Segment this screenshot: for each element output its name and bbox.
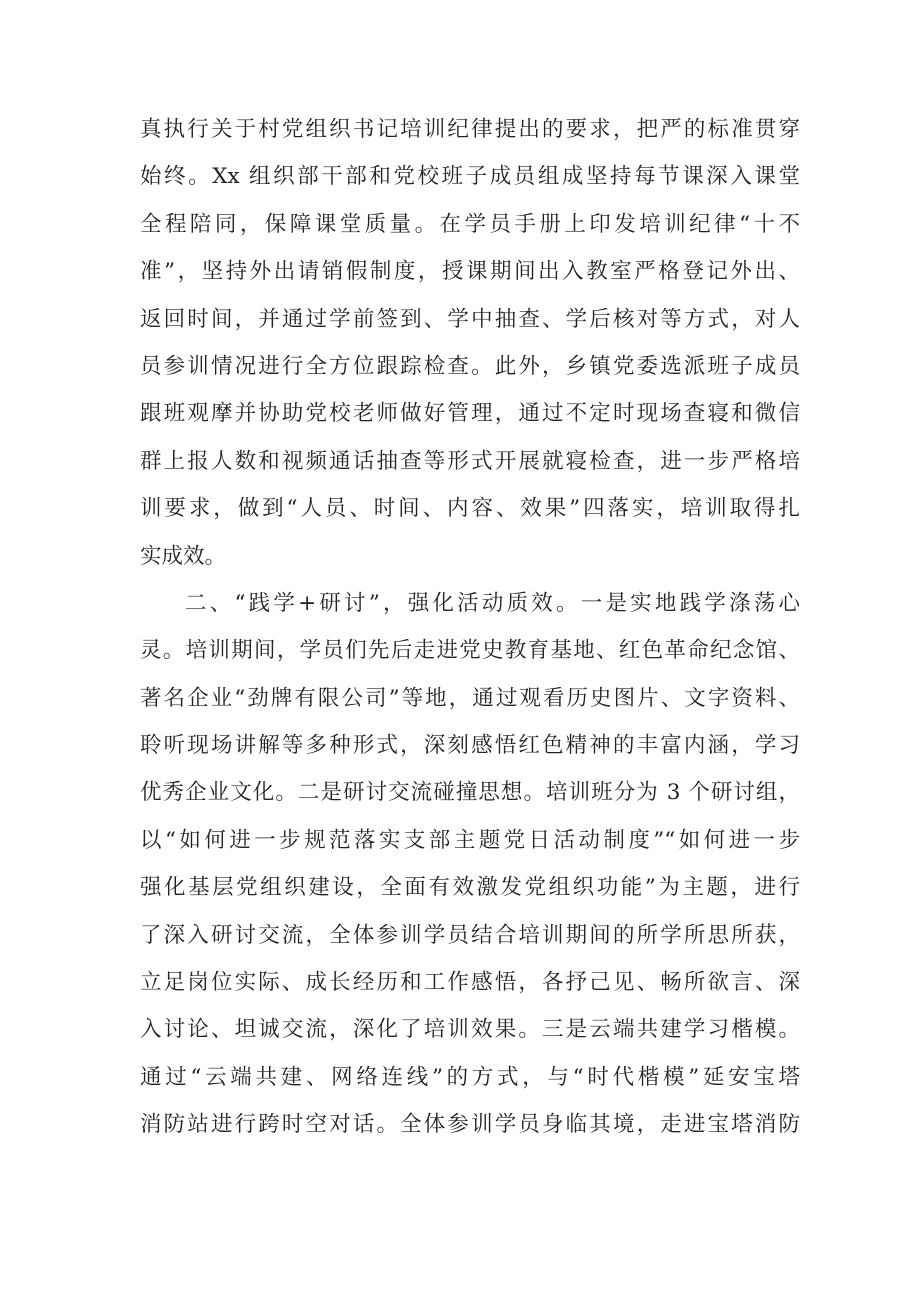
text-line: 强化基层党组织建设，全面有效激发党组织功能”为主题，进行 [140,875,800,901]
text-line: 训要求，做到“人员、时间、内容、效果”四落实，培训取得扎 [140,496,800,522]
text-line: 准”，坚持外出请销假制度，授课期间出入教室严格登记外出、 [140,259,800,285]
text-line: 聆听现场讲解等多种形式，深刻感悟红色精神的丰富内涵，学习 [140,733,800,759]
text-line: 入讨论、坦诚交流，深化了培训效果。三是云端共建学习楷模。 [140,1017,800,1043]
text-line: 群上报人数和视频通话抽查等形式开展就寝检查，进一步严格培 [140,448,800,474]
text-line: 始终。Xx 组织部干部和党校班子成员组成坚持每节课深入课堂 [140,164,800,190]
text-line: 通过“云端共建、网络连线”的方式，与“时代楷模”延安宝塔 [140,1064,800,1090]
text-line: 灵。培训期间，学员们先后走进党史教育基地、红色革命纪念馆、 [140,638,800,664]
text-line: 员参训情况进行全方位跟踪检查。此外，乡镇党委选派班子成员 [140,353,800,379]
text-line: 著名企业“劲牌有限公司”等地，通过观看历史图片、文字资料、 [140,685,800,711]
text-line: 全程陪同，保障课堂质量。在学员手册上印发培训纪律“十不 [140,211,800,237]
text-line: 优秀企业文化。二是研讨交流碰撞思想。培训班分为 3 个研讨组， [140,780,800,806]
document-body [140,106,800,1149]
text-line: 实成效。 [140,543,227,569]
text-line: 真执行关于村党组织书记培训纪律提出的要求，把严的标准贯穿 [140,117,800,142]
text-line: 返回时间，并通过学前签到、学中抽查、学后核对等方式，对人 [140,306,800,332]
text-line: 跟班观摩并协助党校老师做好管理，通过不定时现场查寝和微信 [140,401,800,427]
text-line: 以“如何进一步规范落实支部主题党日活动制度”“如何进一步 [140,827,800,853]
text-line: 立足岗位实际、成长经历和工作感悟，各抒己见、畅所欲言、深 [140,970,800,996]
section-heading-line: 二、“践学+研讨”，强化活动质效。一是实地践学涤荡心 [185,590,800,616]
text-line: 了深入研讨交流，全体参训学员结合培训期间的所学所思所获， [140,922,800,948]
text-line: 消防站进行跨时空对话。全体参训学员身临其境，走进宝塔消防 [140,1112,800,1138]
